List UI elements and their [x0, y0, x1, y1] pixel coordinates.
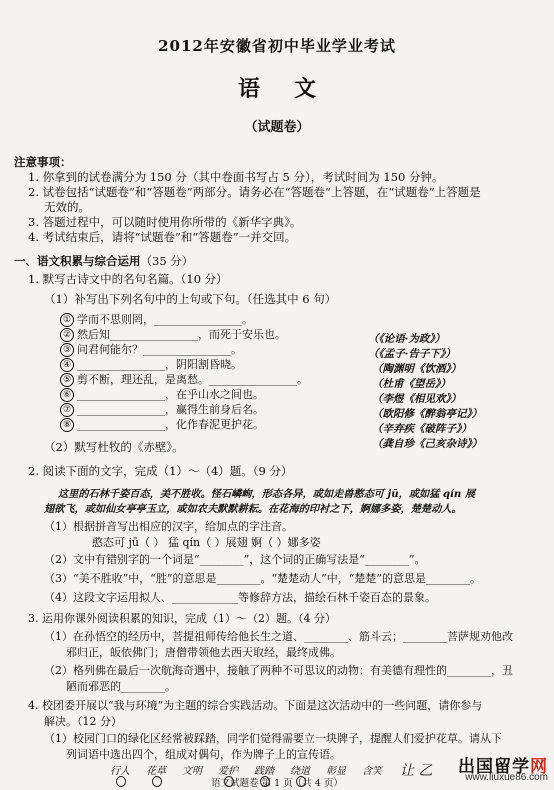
- watermark-url: www.liuxue86.com: [465, 772, 548, 783]
- word-option-4: 爱护: [218, 766, 238, 777]
- question-2-3: （3）“美不胜收”中，“胜”的意思是________。“楚楚动人”中，“楚楚”的意思是________。: [44, 572, 481, 585]
- source-5: （李煜《相见欢》）: [372, 393, 462, 405]
- source-4: （杜甫《望岳》）: [372, 378, 451, 390]
- question-1-2: （2）默写杜牧的《赤壁》。: [44, 440, 184, 454]
- source-3: （陶渊明《饮酒》）: [372, 363, 462, 375]
- word-option-2: 花草: [146, 766, 166, 777]
- poem-line-5: ⑤ 剪不断，理还乱，是离愁。________________。: [60, 373, 308, 387]
- poem-line-1: ① 学而不思则罔，________________。: [60, 313, 253, 327]
- word-option-3: 文明: [182, 766, 202, 777]
- question-3-1b: 邪归正，皈依佛门；唐僧带领他去西天取经，最终成佛。: [66, 646, 341, 659]
- poem-line-6: ⑥ ________________，在乎山水之间也。: [60, 388, 264, 402]
- source-1: （《论语·为政》）: [368, 333, 446, 345]
- passage-line-2: 翅欲飞，或如仙女亭亭玉立，或如农夫默默耕耘。在花海的印衬之下，婀娜多姿，楚楚动人。: [44, 503, 462, 515]
- source-7: （辛弃疾《破阵子》）: [372, 423, 472, 435]
- question-1-1: （1）补写出下列名句中的上句或下句。（任选其中 6 句）: [44, 292, 337, 306]
- notice-item-1: 1. 你拿到的试卷满分为 150 分（其中卷面书写占 5 分），考试时间为 150 分钟。: [28, 170, 444, 184]
- question-2-1-blanks: 憨态可 jū（ ） 猛 qín（ ）展翅 婀（ ）娜多姿: [92, 536, 321, 549]
- question-3: 3. 运用你课外阅读积累的知识，完成（1）～（2）题。（4 分）: [28, 612, 336, 625]
- question-3-2a: （2）格列佛在最后一次航海奇遇中，接触了两种不可思议的动物：有美德有理性的________，丑: [44, 664, 513, 677]
- section-heading: [14, 256, 193, 268]
- notice-item-2-cont: 无效的。: [44, 200, 90, 214]
- passage-line-1: 这里的石林千姿百态，美不胜收。怪石嶙峋，形态各异，或如走兽憨态可 jū，或如猛 qín 展: [58, 488, 476, 500]
- notice-heading: 注意事项：: [14, 155, 72, 169]
- question-4b: 解决。（12 分）: [44, 715, 122, 728]
- word-option-8: 含笑: [362, 766, 382, 777]
- question-2-2: （2）文中有错别字的一个词是“________”，这个词的正确写法是“________”。: [44, 553, 426, 566]
- notice-item-2: 2. 试卷包括“试题卷”和“答题卷”两部分。请务必在“答题卷”上答题，在“试题卷”上答题是: [28, 185, 481, 199]
- question-1: 1. 默写古诗文中的名句名篇。（10 分）: [28, 272, 228, 286]
- subject-title: 语文: [237, 76, 350, 102]
- question-4-1b: 列词语中选出四个，组成对偶句，作为牌子上的宣传语。: [66, 748, 341, 761]
- question-4-1a: （1）校园门口的绿化区经常被踩踏，同学们觉得需要立一块牌子，提醒人们爱护花草。请从下: [44, 732, 502, 745]
- poem-line-4: ④ ________________，阴阳割昏晓。: [60, 358, 242, 372]
- source-2: （《孟子·告子下》）: [368, 348, 456, 360]
- question-4a: 4. 校团委开展以“我与环境”为主题的综合实践活动。下面是这次活动中的一些问题，请你参与: [28, 699, 483, 712]
- source-8: （龚自珍《己亥杂诗》）: [372, 438, 483, 450]
- question-2-4: （4）这段文字运用拟人、____________等修辞方法，描绘石林千姿百态的景象。: [44, 591, 436, 604]
- poem-line-8: ⑧ ________________，化作春泥更护花。: [60, 418, 264, 432]
- notice-item-4: 4. 考试结束后，请将“试题卷”和“答题卷”一并交回。: [28, 230, 297, 244]
- page-footer: 语文试题卷 第 1 页（共 4 页）: [211, 778, 343, 789]
- watermark-logo-suffix: 网: [530, 757, 548, 776]
- paper-type: （试题卷）: [244, 120, 310, 135]
- section-points: （35 分）: [140, 254, 194, 268]
- word-option-5: 践踏: [254, 766, 274, 777]
- question-3-1a: （1）在孙悟空的经历中，菩提祖师传给他长生之道、________、筋斗云；________菩萨规劝他改: [44, 630, 513, 643]
- notice-item-3: 3. 答题过程中，可以随时使用你所带的《新华字典》。: [28, 215, 302, 229]
- word-option-6: 绕道: [290, 766, 310, 777]
- poem-line-7: ⑦ ________________，赢得生前身后名。: [60, 403, 264, 417]
- poem-line-3: ③ 问君何能尔？________________。: [60, 343, 242, 357]
- word-option-1: 行人: [110, 766, 130, 777]
- handwritten-note: 让 乙: [400, 763, 433, 779]
- section-heading-text: 一、语文积累与综合运用: [14, 254, 141, 268]
- question-2-1: （1）根据拼音写出相应的汉字，给加点的字注音。: [44, 520, 293, 533]
- question-2: 2. 阅读下面的文字，完成（1）～（4）题。（9 分）: [28, 464, 293, 478]
- question-3-2b: 陋而邪恶的________。: [66, 680, 176, 693]
- exam-title: 2012年安徽省初中毕业学业考试: [158, 37, 396, 55]
- source-6: （欧阳修《醉翁亭记》）: [372, 408, 483, 420]
- watermark-logo-text: 出国留学: [458, 757, 530, 776]
- word-option-7: 彰显: [326, 766, 346, 777]
- poem-line-2: ② 然后知________________，而死于安乐也。: [60, 328, 286, 342]
